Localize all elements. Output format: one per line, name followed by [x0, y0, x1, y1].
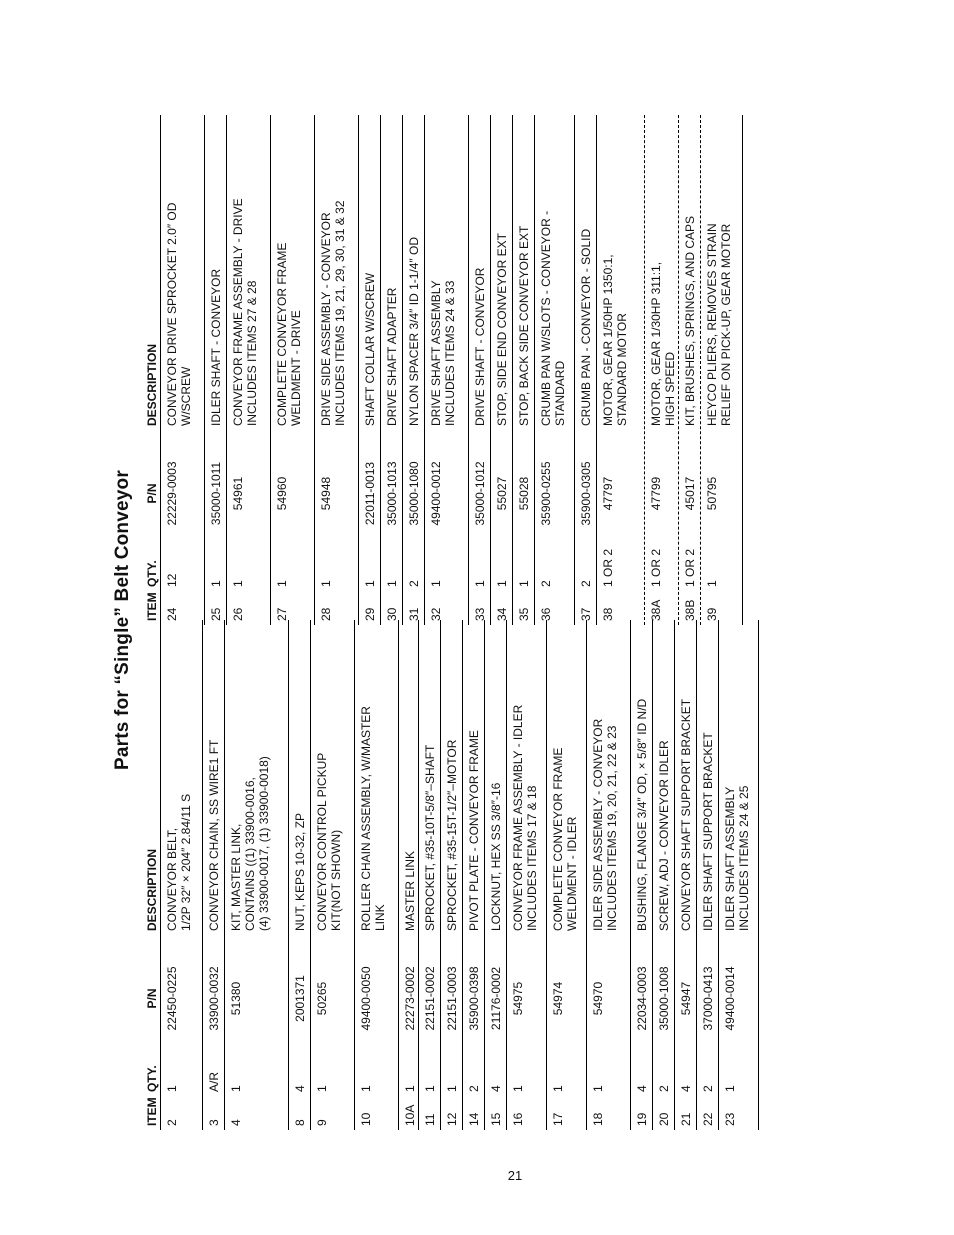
header-pn: P/N — [145, 988, 159, 1009]
cell-pn: 54961 — [231, 476, 245, 511]
cell-qty: 1 — [359, 1085, 373, 1092]
cell-pn: 37000-0413 — [701, 966, 715, 1031]
cell-item: 12 — [445, 1112, 459, 1126]
table-row — [491, 115, 513, 625]
cell-qty: 1 — [551, 1085, 565, 1092]
cell-pn: 35900-0398 — [467, 966, 481, 1031]
cell-pn: 35000-1013 — [385, 461, 399, 526]
cell-description: IDLER SIDE ASSEMBLY - CONVEYOR INCLUDES ITEMS 19, 20, 21, 22 & 23 — [591, 718, 619, 931]
cell-item: 39 — [705, 607, 719, 621]
cell-description: SPROCKET, #35-10T-5/8″–SHAFT — [423, 744, 437, 931]
parts-table-right — [144, 115, 743, 625]
cell-pn: 55028 — [517, 476, 531, 511]
cell-description: IDLER SHAFT ASSEMBLY INCLUDES ITEMS 24 & 25 — [723, 785, 751, 931]
table-row — [419, 620, 441, 1130]
cell-pn: 47799 — [649, 476, 663, 511]
table-row — [311, 620, 355, 1130]
table-row — [225, 620, 289, 1130]
cell-qty: 4 — [635, 1085, 649, 1092]
cell-description: SHAFT COLLAR W/SCREW — [363, 272, 377, 426]
cell-item: 30 — [385, 607, 399, 621]
cell-item: 38A — [649, 599, 663, 621]
cell-pn: 50795 — [705, 476, 719, 511]
cell-description: KIT, BRUSHES, SPRINGS, AND CAPS — [683, 215, 697, 426]
cell-item: 9 — [315, 1119, 329, 1126]
cell-pn: 47797 — [601, 476, 615, 511]
cell-item: 16 — [511, 1112, 525, 1126]
cell-description: COMPLETE CONVEYOR FRAME WELDMENT - IDLER — [551, 747, 579, 931]
cell-qty: 1 OR 2 — [601, 548, 615, 587]
cell-pn: 55027 — [495, 476, 509, 511]
table-row — [547, 620, 587, 1130]
cell-description: DRIVE SIDE ASSEMBLY - CONVEYOR INCLUDES ITEMS 19, 21, 29, 30, 31 & 32 — [319, 200, 347, 426]
cell-item: 3 — [207, 1119, 221, 1126]
cell-description: CONVEYOR BELT, 1/2P 32″ × 204″ 2.84/11 S — [165, 793, 193, 931]
cell-pn: 22151-0003 — [445, 966, 459, 1031]
cell-qty: 1 — [231, 580, 245, 587]
table-row — [289, 620, 311, 1130]
cell-pn: 51380 — [229, 981, 243, 1016]
cell-qty: 1 — [275, 580, 289, 587]
cell-item: 38 — [601, 607, 615, 621]
cell-qty: 4 — [489, 1085, 503, 1092]
cell-qty: 1 — [403, 1085, 417, 1092]
header-item: ITEM — [145, 1097, 159, 1126]
cell-qty: 1 — [723, 1085, 737, 1092]
table-row — [679, 115, 701, 625]
table-body-right — [161, 115, 743, 625]
cell-description: STOP, BACK SIDE CONVEYOR EXT — [517, 225, 531, 426]
cell-pn: 54948 — [319, 476, 333, 511]
cell-pn: 21176-0002 — [489, 966, 503, 1031]
cell-pn: 22229-0003 — [165, 461, 179, 526]
cell-description: COMPLETE CONVEYOR FRAME WELDMENT - DRIVE — [275, 242, 303, 426]
cell-description: CONVEYOR CONTROL PICKUP KIT(NOT SHOWN) — [315, 752, 343, 931]
cell-description: CONVEYOR FRAME ASSEMBLY - DRIVE INCLUDES ITEMS 27 & 28 — [231, 198, 259, 426]
cell-item: 21 — [679, 1112, 693, 1126]
cell-pn: 54960 — [275, 476, 289, 511]
cell-description: NYLON SPACER 3/4″ ID 1-1/4″ OD — [407, 237, 421, 426]
cell-item: 27 — [275, 607, 289, 621]
table-row — [205, 115, 227, 625]
cell-description: MASTER LINK — [403, 850, 417, 931]
cell-description: ROLLER CHAIN ASSEMBLY, W/MASTER LINK — [359, 706, 387, 931]
table-row — [653, 620, 675, 1130]
cell-item: 2 — [165, 1119, 179, 1126]
cell-qty: 1 — [591, 1085, 605, 1092]
cell-qty: 1 — [229, 1085, 243, 1092]
cell-qty: 1 — [511, 1085, 525, 1092]
cell-qty: 2 — [467, 1085, 481, 1092]
cell-pn: 35900-0255 — [539, 461, 553, 526]
cell-qty: 1 — [385, 580, 399, 587]
cell-qty: 4 — [293, 1085, 307, 1092]
table-row — [403, 115, 425, 625]
cell-item: 37 — [579, 607, 593, 621]
cell-description: DRIVE SHAFT ASSEMBLY INCLUDES ITEMS 24 & 33 — [429, 280, 457, 426]
table-row — [381, 115, 403, 625]
cell-description: LOCKNUT, HEX SS 3/8″-16 — [489, 782, 503, 931]
cell-item: 15 — [489, 1112, 503, 1126]
cell-description: CONVEYOR DRIVE SPROCKET 2.0″ OD W/SCREW — [165, 202, 193, 426]
table-header — [144, 115, 161, 625]
cell-qty: 1 — [165, 1085, 179, 1092]
cell-pn: 54947 — [679, 981, 693, 1016]
cell-item: 22 — [701, 1112, 715, 1126]
header-description: DESCRIPTION — [145, 848, 159, 931]
cell-item: 18 — [591, 1112, 605, 1126]
cell-description: MOTOR, GEAR 1/30HP 311:1, HIGH SPEED — [649, 261, 677, 426]
cell-item: 26 — [231, 607, 245, 621]
cell-qty: 1 OR 2 — [683, 548, 697, 587]
cell-pn: 22011-0013 — [363, 461, 377, 526]
rotated-page — [90, 85, 790, 1155]
cell-pn: 35900-0305 — [579, 461, 593, 526]
cell-pn: 49400-0050 — [359, 966, 373, 1031]
cell-description: CONVEYOR SHAFT SUPPORT BRACKET — [679, 698, 693, 931]
cell-qty: A/R — [207, 1071, 221, 1092]
cell-pn: 50265 — [315, 981, 329, 1016]
cell-pn: 35000-1008 — [657, 966, 671, 1031]
cell-description: CRUMB PAN W/SLOTS - CONVEYOR - STANDARD — [539, 210, 567, 426]
cell-qty: 1 — [495, 580, 509, 587]
cell-qty: 1 OR 2 — [649, 548, 663, 587]
cell-description: PIVOT PLATE - CONVEYOR FRAME — [467, 730, 481, 931]
header-pn: P/N — [145, 483, 159, 504]
table-row — [485, 620, 507, 1130]
table-row — [697, 620, 719, 1130]
cell-qty: 2 — [579, 580, 593, 587]
table-row — [587, 620, 631, 1130]
cell-pn: 54975 — [511, 981, 525, 1016]
cell-item: 36 — [539, 607, 553, 621]
table-row — [355, 620, 399, 1130]
cell-item: 38B — [683, 599, 697, 621]
cell-qty: 1 — [209, 580, 223, 587]
table-row — [271, 115, 315, 625]
table-row — [645, 115, 679, 625]
table-row — [359, 115, 381, 625]
cell-description: DRIVE SHAFT ADAPTER — [385, 287, 399, 426]
table-row — [161, 620, 203, 1130]
cell-pn: 35000-1080 — [407, 461, 421, 526]
table-row — [203, 620, 225, 1130]
cell-item: 34 — [495, 607, 509, 621]
cell-description: KIT, MASTER LINK, CONTAINS ((1) 33900-0016, (4) 33900-0017, (1) 33900-0018) — [229, 756, 271, 931]
cell-pn: 45017 — [683, 476, 697, 511]
table-row — [463, 620, 485, 1130]
cell-item: 20 — [657, 1112, 671, 1126]
cell-qty: 1 — [319, 580, 333, 587]
table-row — [575, 115, 597, 625]
table-row — [631, 620, 653, 1130]
cell-description: IDLER SHAFT - CONVEYOR — [209, 268, 223, 426]
cell-description: BUSHING, FLANGE 3/4″ OD, × 5/8″ ID N/D — [635, 698, 649, 931]
cell-item: 17 — [551, 1112, 565, 1126]
cell-pn: 33900-0032 — [207, 966, 221, 1031]
cell-item: 31 — [407, 607, 421, 621]
table-row — [441, 620, 463, 1130]
cell-qty: 1 — [445, 1085, 459, 1092]
cell-pn: 22151-0002 — [423, 966, 437, 1031]
cell-item: 4 — [229, 1119, 243, 1126]
cell-description: NUT, KEPS 10-32, ZP — [293, 812, 307, 931]
cell-qty: 2 — [539, 580, 553, 587]
header-qty: QTY. — [145, 560, 159, 587]
table-row — [425, 115, 469, 625]
table-row — [719, 620, 759, 1130]
table-row — [535, 115, 575, 625]
cell-qty: 1 — [363, 580, 377, 587]
cell-description: HEYCO PLIERS, REMOVES STRAIN RELIEF ON PICK-UP, GEAR MOTOR — [705, 223, 733, 426]
table-row — [701, 115, 743, 625]
cell-qty: 1 — [473, 580, 487, 587]
cell-item: 23 — [723, 1112, 737, 1126]
table-row — [507, 620, 547, 1130]
cell-qty: 12 — [165, 573, 179, 587]
table-row — [675, 620, 697, 1130]
table-row — [399, 620, 419, 1130]
header-description: DESCRIPTION — [145, 343, 159, 426]
cell-pn: 49400-0014 — [723, 966, 737, 1031]
cell-description: SCREW, ADJ - CONVEYOR IDLER — [657, 740, 671, 931]
cell-pn: 22034-0003 — [635, 966, 649, 1031]
header-qty: QTY. — [145, 1065, 159, 1092]
cell-qty: 2 — [407, 580, 421, 587]
cell-qty: 1 — [429, 580, 443, 587]
table-row — [469, 115, 491, 625]
cell-item: 11 — [423, 1113, 437, 1126]
cell-description: CRUMB PAN - CONVEYOR - SOLID — [579, 228, 593, 426]
cell-item: 10 — [359, 1112, 373, 1126]
table-body-left — [161, 620, 759, 1130]
table-header — [144, 620, 161, 1130]
cell-qty: 2 — [701, 1085, 715, 1092]
cell-item: 24 — [165, 607, 179, 621]
cell-item: 10A — [403, 1104, 417, 1126]
cell-description: STOP, SIDE END CONVEYOR EXT — [495, 233, 509, 426]
cell-pn: 22273-0002 — [403, 966, 417, 1031]
cell-qty: 1 — [315, 1085, 329, 1092]
cell-description: IDLER SHAFT SUPPORT BRACKET — [701, 732, 715, 931]
page-title: Parts for “Single” Belt Conveyor — [112, 470, 133, 770]
cell-item: 32 — [429, 607, 443, 621]
table-row — [161, 115, 205, 625]
cell-item: 19 — [635, 1112, 649, 1126]
cell-item: 8 — [293, 1119, 307, 1126]
cell-qty: 1 — [517, 580, 531, 587]
table-row — [513, 115, 535, 625]
cell-pn: 54970 — [591, 981, 605, 1016]
cell-item: 25 — [209, 607, 223, 621]
cell-qty: 4 — [679, 1085, 693, 1092]
cell-pn: 54974 — [551, 981, 565, 1016]
cell-item: 28 — [319, 607, 333, 621]
cell-description: DRIVE SHAFT - CONVEYOR — [473, 267, 487, 426]
cell-item: 33 — [473, 607, 487, 621]
table-row — [315, 115, 359, 625]
table-row — [597, 115, 645, 625]
cell-description: MOTOR, GEAR 1/50HP 1350:1, STANDARD MOTOR — [601, 254, 629, 426]
cell-qty: 1 — [423, 1085, 437, 1092]
cell-qty: 2 — [657, 1085, 671, 1092]
cell-pn: 35000-1011 — [209, 461, 223, 526]
cell-item: 35 — [517, 607, 531, 621]
cell-item: 14 — [467, 1112, 481, 1126]
cell-pn: 2001371 — [293, 975, 307, 1022]
cell-pn: 35000-1012 — [473, 461, 487, 526]
table-row — [227, 115, 271, 625]
cell-description: CONVEYOR CHAIN, SS WIRE1 FT — [207, 739, 221, 931]
page-number: 21 — [507, 1168, 523, 1183]
header-item: ITEM — [145, 592, 159, 621]
cell-pn: 49400-0012 — [429, 461, 443, 526]
cell-description: CONVEYOR FRAME ASSEMBLY - IDLER INCLUDES ITEMS 17 & 18 — [511, 704, 539, 931]
cell-qty: 1 — [705, 580, 719, 587]
parts-table-left — [144, 620, 759, 1130]
cell-description: SPROCKET, #35-15T-1/2″–MOTOR — [445, 739, 459, 931]
cell-item: 29 — [363, 607, 377, 621]
cell-pn: 22450-0225 — [165, 966, 179, 1031]
